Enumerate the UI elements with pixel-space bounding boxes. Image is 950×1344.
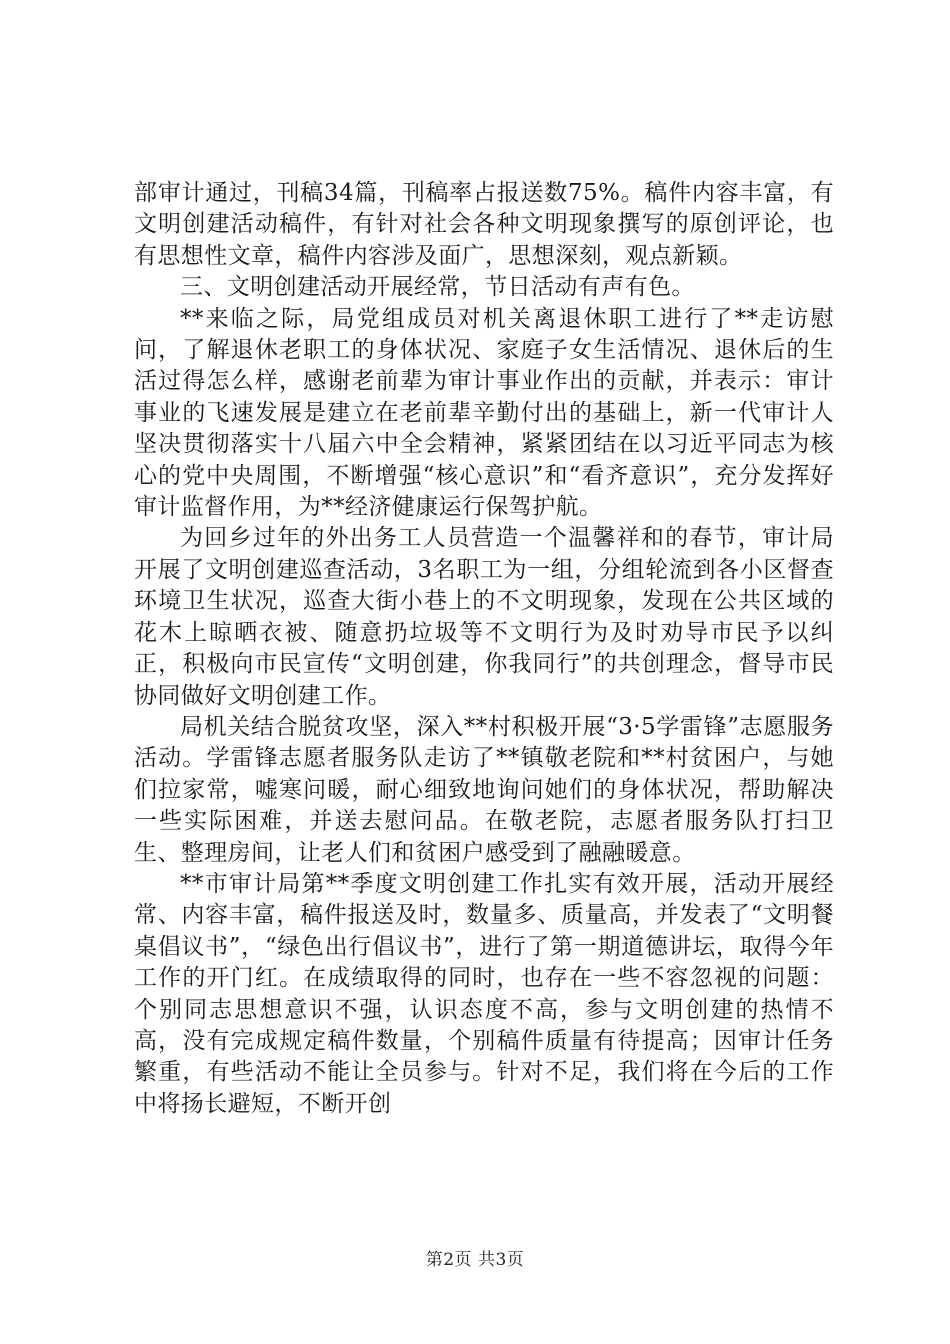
paragraph-summary: **市审计局第**季度文明创建工作扎实有效开展，活动开展经常、内容丰富，稿件报送及时，数量多、质量高，并发表了“文明餐桌倡议书”，“绿色出行倡议书”，进行了第一期道德讲坛，取得今年工作的开门红。在成绩取得的同时，也存在一些不容忽视的问题：个别同志思想意识不强，认识态度不高，参与文明创建的热情不高，没有完成规定稿件数量，个别稿件质量有待提高；因审计任务繁重，有些活动不能让全员参与。针对不足，我们将在今后的工作中将扬长避短，不断开创 — [134, 870, 834, 1117]
document-body — [134, 178, 834, 1120]
paragraph-volunteer-service: 局机关结合脱贫攻坚，深入**村积极开展“3·5学雷锋”志愿服务活动。学雷锋志愿者服务队走访了**镇敬老院和**村贫困户，与她们拉家常，嘘寒问暖，耐心细致地询问她们的身体状况，帮助解决一些实际困难，并送去慰问品。在敬老院，志愿者服务队打扫卫生、整理房间，让老人们和贫困户感受到了融融暖意。 — [134, 713, 834, 866]
page-number-footer: 第2页 共3页 — [425, 1250, 525, 1270]
paragraph-patrol-activity: 为回乡过年的外出务工人员营造一个温馨祥和的春节，审计局开展了文明创建巡查活动，3名职工为一组，分组轮流到各小区督查环境卫生状况，巡查大街小巷上的不文明现象，发现在公共区域的花木上晾晒衣被、随意扔垃圾等不文明行为及时劝导市民予以纠正，积极向市民宣传“文明创建，你我同行”的共创理念，督导市民协同做好文明创建工作。 — [134, 525, 834, 709]
section-heading: 三、文明创建活动开展经常，节日活动有声有色。 — [180, 274, 695, 301]
paragraph-continuation: 部审计通过，刊稿34篇，刊稿率占报送数75%。稿件内容丰富，有文明创建活动稿件，有针对社会各种文明现象撰写的原创评论，也有思想性文章，稿件内容涉及面广，思想深刻，观点新颖。 — [134, 180, 834, 269]
paragraph-retiree-visit: **来临之际，局党组成员对机关离退休职工进行了**走访慰问，了解退休老职工的身体状况、家庭子女生活情况、退休后的生活过得怎么样，感谢老前辈为审计事业作出的贡献，并表示：审计事业的飞速发展是建立在老前辈辛勤付出的基础上，新一代审计人坚决贯彻落实十八届六中全会精神，紧紧团结在以习近平同志为核心的党中央周围，不断增强“核心意识”和“看齐意识”，充分发挥好审计监督作用，为**经济健康运行保驾护航。 — [134, 305, 834, 521]
